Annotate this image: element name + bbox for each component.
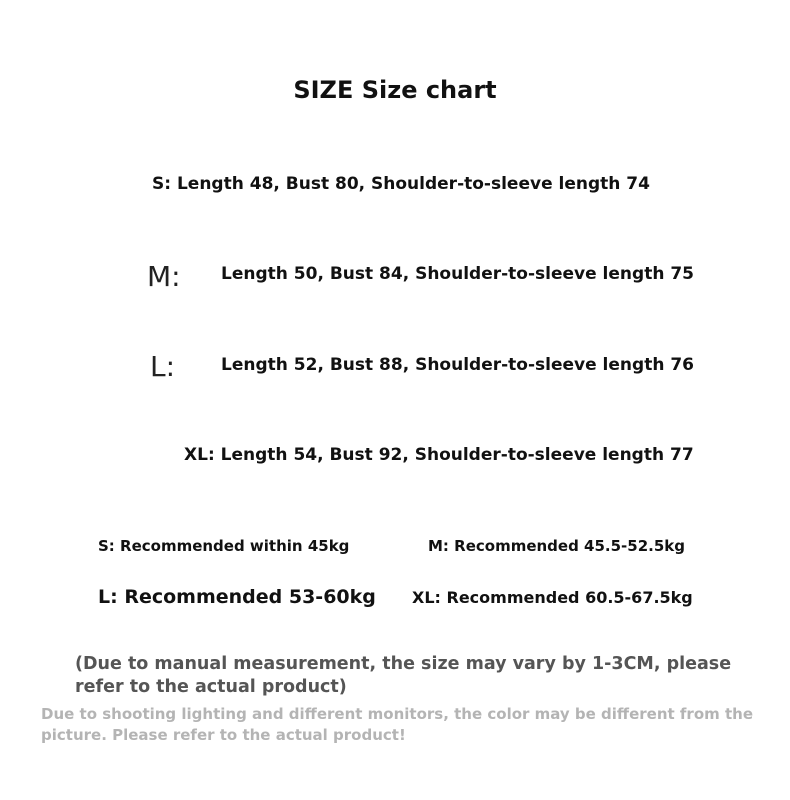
size-m-label: M: [147,260,181,293]
size-xl-row: XL: Length 54, Bust 92, Shoulder-to-sleeve length 77 [184,445,694,465]
size-l-label: L: [150,350,176,383]
page-title: SIZE Size chart [293,76,497,104]
size-l-row: Length 52, Bust 88, Shoulder-to-sleeve length 76 [221,355,694,375]
size-m-row: Length 50, Bust 84, Shoulder-to-sleeve length 75 [221,264,694,284]
recommend-xl: XL: Recommended 60.5-67.5kg [412,588,693,607]
recommend-l: L: Recommended 53-60kg [98,586,376,608]
size-s-row: S: Length 48, Bust 80, Shoulder-to-sleeve length 74 [152,174,650,194]
recommend-m: M: Recommended 45.5-52.5kg [428,537,686,555]
color-disclaimer: Due to shooting lighting and different monitors, the color may be different from the picture. Please refer to the actual product! [41,705,754,744]
recommend-s: S: Recommended within 45kg [98,537,350,555]
measurement-note: (Due to manual measurement, the size may vary by 1-3CM, please refer to the actual product) [75,654,732,697]
